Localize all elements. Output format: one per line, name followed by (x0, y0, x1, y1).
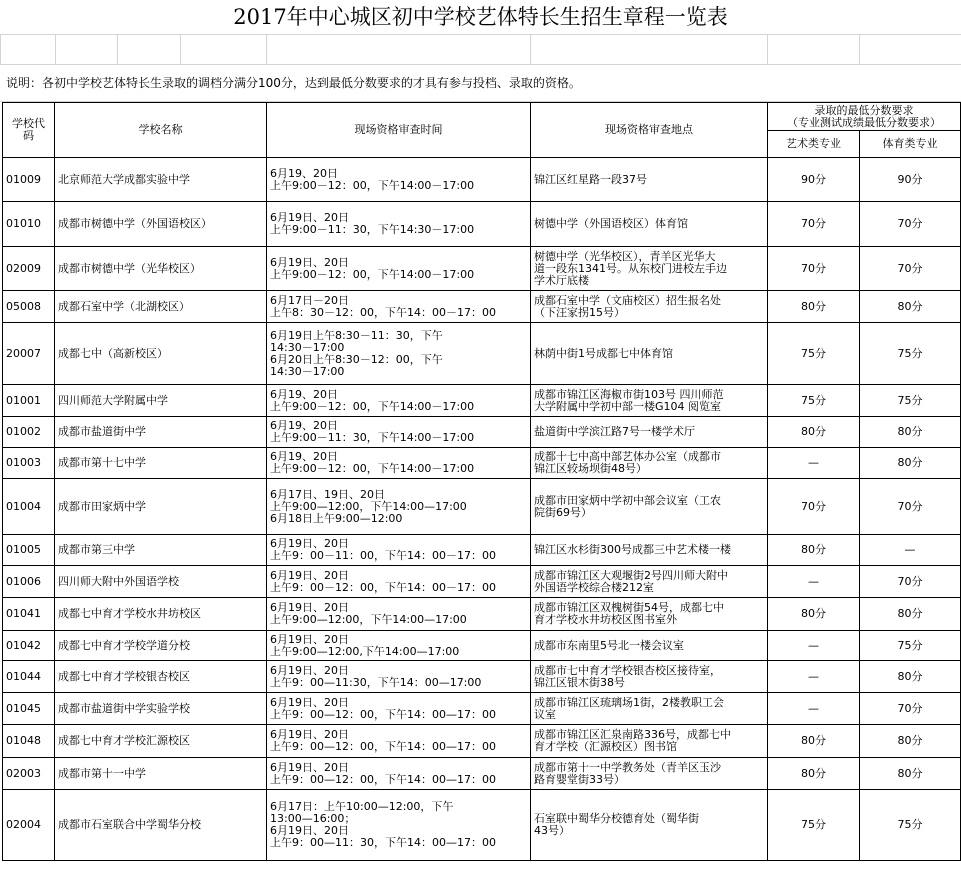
explanation-note: 说明：各初中学校艺体特长生录取的调档分满分100分，达到最低分数要求的才具有参与投档、录取的资格。 (0, 65, 961, 102)
header-review-time: 现场资格审查时间 (267, 103, 531, 158)
pe-score-cell: 70分 (860, 202, 961, 247)
pe-score-cell: 70分 (860, 247, 961, 291)
school-name-cell: 四川师大附中外国语学校 (55, 566, 267, 598)
table-row (3, 158, 961, 202)
art-score-cell: 80分 (768, 758, 860, 790)
art-score-cell: 70分 (768, 202, 860, 247)
review-time-cell: 6月19日上午8:30－11：30，下午 14:30－17:00 6月20日上午8:30－12：00，下午 14:30－17:00 (267, 323, 531, 385)
pe-score-cell: 70分 (860, 566, 961, 598)
table-row (3, 385, 961, 417)
table-row (3, 323, 961, 385)
school-code-cell: 01004 (3, 479, 55, 535)
art-score-cell: 80分 (768, 598, 860, 631)
table-row (3, 598, 961, 631)
admission-table (2, 102, 961, 861)
art-score-cell: 90分 (768, 158, 860, 202)
review-time-cell: 6月19日、20日 上午9：00—12：00，下午14：00—17：00 (267, 758, 531, 790)
review-time-cell: 6月19、20日 上午9:00－12：00，下午14:00－17:00 (267, 158, 531, 202)
school-name-cell: 四川师范大学附属中学 (55, 385, 267, 417)
pe-score-cell: 70分 (860, 479, 961, 535)
review-time-cell: 6月19日、20日 上午9:00－12：00，下午14:00－17:00 (267, 247, 531, 291)
school-name-cell: 成都七中（高新校区） (55, 323, 267, 385)
school-code-cell: 02003 (3, 758, 55, 790)
school-code-cell: 01045 (3, 693, 55, 725)
art-score-cell: — (768, 661, 860, 693)
school-code-cell: 02004 (3, 790, 55, 861)
school-name-cell: 成都市第十七中学 (55, 448, 267, 479)
table-row (3, 448, 961, 479)
pe-score-cell: 80分 (860, 661, 961, 693)
pe-score-cell: 75分 (860, 323, 961, 385)
header-min-score: 录取的最低分数要求 （专业测试成绩最低分数要求） (768, 103, 961, 131)
page-title: 2017年中心城区初中学校艺体特长生招生章程一览表 (0, 0, 961, 35)
table-row (3, 566, 961, 598)
review-place-cell: 成都市锦江区海椒市街103号 四川师范 大学附属中学初中部一楼G104 阅览室 (531, 385, 768, 417)
review-time-cell: 6月19、20日 上午9:00－12：00，下午14:00－17:00 (267, 385, 531, 417)
table-row (3, 202, 961, 247)
table-row (3, 291, 961, 323)
school-code-cell: 01001 (3, 385, 55, 417)
review-time-cell: 6月17日：上午10:00—12:00，下午 13:00—16:00； 6月19日、20日 上午9：00—11：30，下午14：00—17：00 (267, 790, 531, 861)
header-school-name: 学校名称 (55, 103, 267, 158)
review-place-cell: 林荫中街1号成都七中体育馆 (531, 323, 768, 385)
pe-score-cell: 80分 (860, 725, 961, 758)
pe-score-cell: — (860, 535, 961, 566)
review-time-cell: 6月19日、20日 上午9:00－11：30，下午14:30－17:00 (267, 202, 531, 247)
review-place-cell: 成都市锦江区双槐树街54号，成都七中 育才学校水井坊校区图书室外 (531, 598, 768, 631)
school-name-cell: 成都市树德中学（外国语校区） (55, 202, 267, 247)
blank-row (0, 34, 961, 65)
art-score-cell: 75分 (768, 385, 860, 417)
art-score-cell: — (768, 631, 860, 661)
table-row (3, 631, 961, 661)
school-name-cell: 成都七中育才学校水井坊校区 (55, 598, 267, 631)
review-time-cell: 6月19日、20日 上午9：00－12：00，下午14：00－17：00 (267, 566, 531, 598)
school-name-cell: 成都市树德中学（光华校区） (55, 247, 267, 291)
header-review-place: 现场资格审查地点 (531, 103, 768, 158)
school-code-cell: 01048 (3, 725, 55, 758)
art-score-cell: 80分 (768, 417, 860, 448)
table-body (3, 158, 961, 861)
table-row (3, 758, 961, 790)
review-time-cell: 6月19日、20日 上午9：00—11:30，下午14：00—17:00 (267, 661, 531, 693)
pe-score-cell: 75分 (860, 631, 961, 661)
table-row (3, 535, 961, 566)
review-place-cell: 树德中学（外国语校区）体育馆 (531, 202, 768, 247)
review-place-cell: 成都十七中高中部艺体办公室（成都市 锦江区较场坝街48号） (531, 448, 768, 479)
header-pe-major: 体育类专业 (860, 131, 961, 158)
table-row (3, 417, 961, 448)
school-code-cell: 01042 (3, 631, 55, 661)
art-score-cell: — (768, 448, 860, 479)
school-name-cell: 成都市第三中学 (55, 535, 267, 566)
art-score-cell: 80分 (768, 725, 860, 758)
school-code-cell: 01010 (3, 202, 55, 247)
pe-score-cell: 80分 (860, 291, 961, 323)
review-time-cell: 6月19日、20日 上午9:00—12:00，下午14:00—17:00 (267, 598, 531, 631)
pe-score-cell: 75分 (860, 790, 961, 861)
review-place-cell: 石室联中蜀华分校德育处（蜀华街 43号） (531, 790, 768, 861)
art-score-cell: 70分 (768, 479, 860, 535)
table-row (3, 479, 961, 535)
pe-score-cell: 90分 (860, 158, 961, 202)
school-name-cell: 成都七中育才学校学道分校 (55, 631, 267, 661)
pe-score-cell: 75分 (860, 385, 961, 417)
school-name-cell: 成都市第十一中学 (55, 758, 267, 790)
table-row (3, 790, 961, 861)
review-place-cell: 树德中学（光华校区），青羊区光华大 道一段东1341号。从东校门进校左手边 学术厅底楼 (531, 247, 768, 291)
school-code-cell: 02009 (3, 247, 55, 291)
art-score-cell: — (768, 693, 860, 725)
table-row (3, 725, 961, 758)
review-place-cell: 锦江区水杉街300号成都三中艺术楼一楼 (531, 535, 768, 566)
pe-score-cell: 80分 (860, 448, 961, 479)
art-score-cell: 75分 (768, 790, 860, 861)
school-code-cell: 01006 (3, 566, 55, 598)
school-code-cell: 01003 (3, 448, 55, 479)
school-name-cell: 北京师范大学成都实验中学 (55, 158, 267, 202)
review-place-cell: 成都市锦江区汇泉南路336号，成都七中 育才学校（汇源校区）图书馆 (531, 725, 768, 758)
school-name-cell: 成都市盐道街中学 (55, 417, 267, 448)
table-row (3, 693, 961, 725)
review-time-cell: 6月19、20日 上午9:00－11：30，下午14:00－17:00 (267, 417, 531, 448)
review-time-cell: 6月17日、19日、20日 上午9:00—12:00，下午14:00—17:00 6月18日上午9:00—12:00 (267, 479, 531, 535)
art-score-cell: 70分 (768, 247, 860, 291)
review-time-cell: 6月17日－20日 上午8：30－12：00，下午14：00－17：00 (267, 291, 531, 323)
school-code-cell: 01002 (3, 417, 55, 448)
school-name-cell: 成都石室中学（北湖校区） (55, 291, 267, 323)
review-place-cell: 锦江区红星路一段37号 (531, 158, 768, 202)
school-name-cell: 成都七中育才学校银杏校区 (55, 661, 267, 693)
school-code-cell: 01041 (3, 598, 55, 631)
review-time-cell: 6月19日、20日 上午9：00－11：00，下午14：00－17：00 (267, 535, 531, 566)
review-time-cell: 6月19日、20日 上午9：00—12：00，下午14：00—17：00 (267, 725, 531, 758)
review-place-cell: 成都市七中育才学校银杏校区接待室， 锦江区银木街38号 (531, 661, 768, 693)
header-school-code: 学校代 码 (3, 103, 55, 158)
pe-score-cell: 80分 (860, 758, 961, 790)
school-code-cell: 01009 (3, 158, 55, 202)
school-name-cell: 成都市盐道街中学实验学校 (55, 693, 267, 725)
review-time-cell: 6月19、20日 上午9:00－12：00，下午14:00－17:00 (267, 448, 531, 479)
school-code-cell: 01044 (3, 661, 55, 693)
school-code-cell: 05008 (3, 291, 55, 323)
review-place-cell: 成都市第十一中学教务处（青羊区玉沙 路育婴堂街33号） (531, 758, 768, 790)
pe-score-cell: 80分 (860, 417, 961, 448)
review-time-cell: 6月19日、20日 上午9:00—12:00,下午14:00—17:00 (267, 631, 531, 661)
review-place-cell: 成都市东南里5号北一楼会议室 (531, 631, 768, 661)
school-name-cell: 成都七中育才学校汇源校区 (55, 725, 267, 758)
review-place-cell: 成都石室中学（文庙校区）招生报名处 （下汪家拐15号） (531, 291, 768, 323)
review-place-cell: 成都市锦江区琉璃场1街，2楼教职工会 议室 (531, 693, 768, 725)
header-art-major: 艺术类专业 (768, 131, 860, 158)
art-score-cell: 80分 (768, 535, 860, 566)
art-score-cell: — (768, 566, 860, 598)
review-place-cell: 盐道街中学滨江路7号一楼学术厅 (531, 417, 768, 448)
table-row (3, 661, 961, 693)
pe-score-cell: 80分 (860, 598, 961, 631)
school-name-cell: 成都市石室联合中学蜀华分校 (55, 790, 267, 861)
table-row (3, 247, 961, 291)
school-name-cell: 成都市田家炳中学 (55, 479, 267, 535)
art-score-cell: 80分 (768, 291, 860, 323)
school-code-cell: 20007 (3, 323, 55, 385)
review-place-cell: 成都市田家炳中学初中部会议室（工农 院街69号） (531, 479, 768, 535)
review-place-cell: 成都市锦江区大观堰街2号四川师大附中 外国语学校综合楼212室 (531, 566, 768, 598)
art-score-cell: 75分 (768, 323, 860, 385)
school-code-cell: 01005 (3, 535, 55, 566)
review-time-cell: 6月19日、20日 上午9：00—12：00，下午14：00—17：00 (267, 693, 531, 725)
pe-score-cell: 70分 (860, 693, 961, 725)
